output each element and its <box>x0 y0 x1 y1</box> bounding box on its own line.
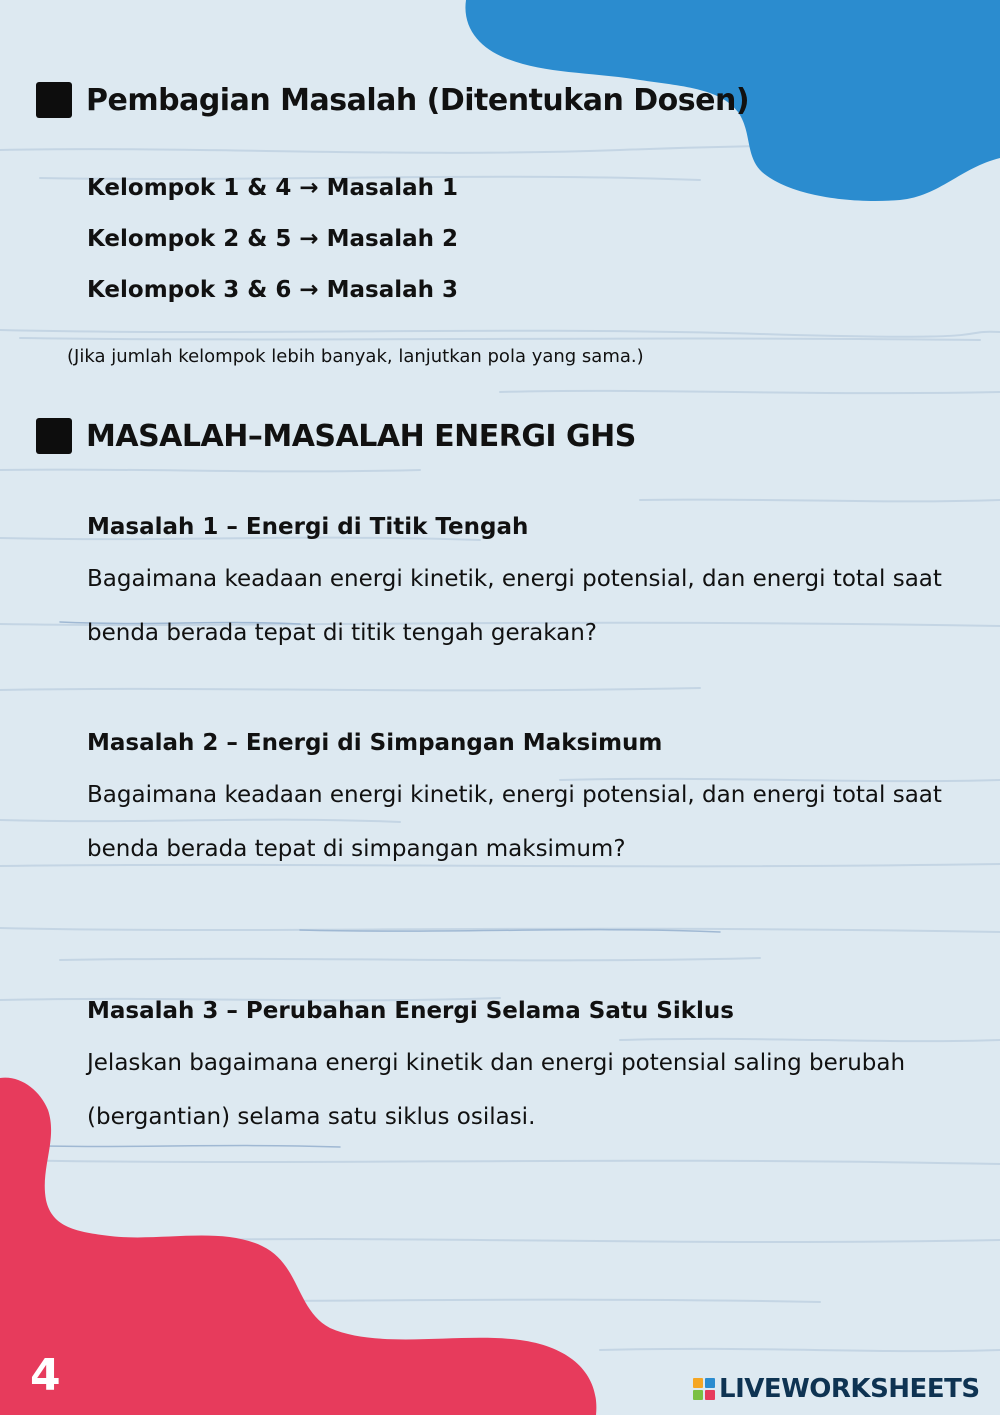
problem-title: Masalah 2 – Energi di Simpangan Maksimum <box>87 730 663 756</box>
section-title: MASALAH–MASALAH ENERGI GHS <box>86 418 636 454</box>
problem-title: Masalah 3 – Perubahan Energi Selama Satu Siklus <box>87 998 734 1024</box>
square-bullet-icon <box>36 82 72 118</box>
section-title: Pembagian Masalah (Ditentukan Dosen) <box>86 82 750 118</box>
group-assignment-line: Kelompok 2 & 5 → Masalah 2 <box>87 226 459 252</box>
group-note: (Jika jumlah kelompok lebih banyak, lanjutkan pola yang sama.) <box>67 346 644 367</box>
problem-2 <box>87 728 967 876</box>
problem-title: Masalah 1 – Energi di Titik Tengah <box>87 514 529 540</box>
page-number: 4 <box>30 1350 61 1401</box>
liveworksheets-logo-icon <box>693 1378 715 1400</box>
problem-1 <box>87 512 967 660</box>
problem-body: Bagaimana keadaan energi kinetik, energi potensial, dan energi total saat benda berada tepat di simpangan maksimum? <box>87 782 942 862</box>
problem-3 <box>87 996 967 1144</box>
section-heading-masalah <box>36 418 636 454</box>
group-assignment-line: Kelompok 3 & 6 → Masalah 3 <box>87 277 459 303</box>
group-assignment-line: Kelompok 1 & 4 → Masalah 1 <box>87 175 459 201</box>
problem-body: Jelaskan bagaimana energi kinetik dan energi potensial saling berubah (bergantian) selama satu siklus osilasi. <box>87 1050 906 1130</box>
brand-name: LIVEWORKSHEETS <box>719 1374 980 1404</box>
section-heading-pembagian <box>36 82 749 118</box>
liveworksheets-brand <box>693 1374 980 1404</box>
square-bullet-icon <box>36 418 72 454</box>
problem-body: Bagaimana keadaan energi kinetik, energi potensial, dan energi total saat benda berada tepat di titik tengah gerakan? <box>87 566 942 646</box>
